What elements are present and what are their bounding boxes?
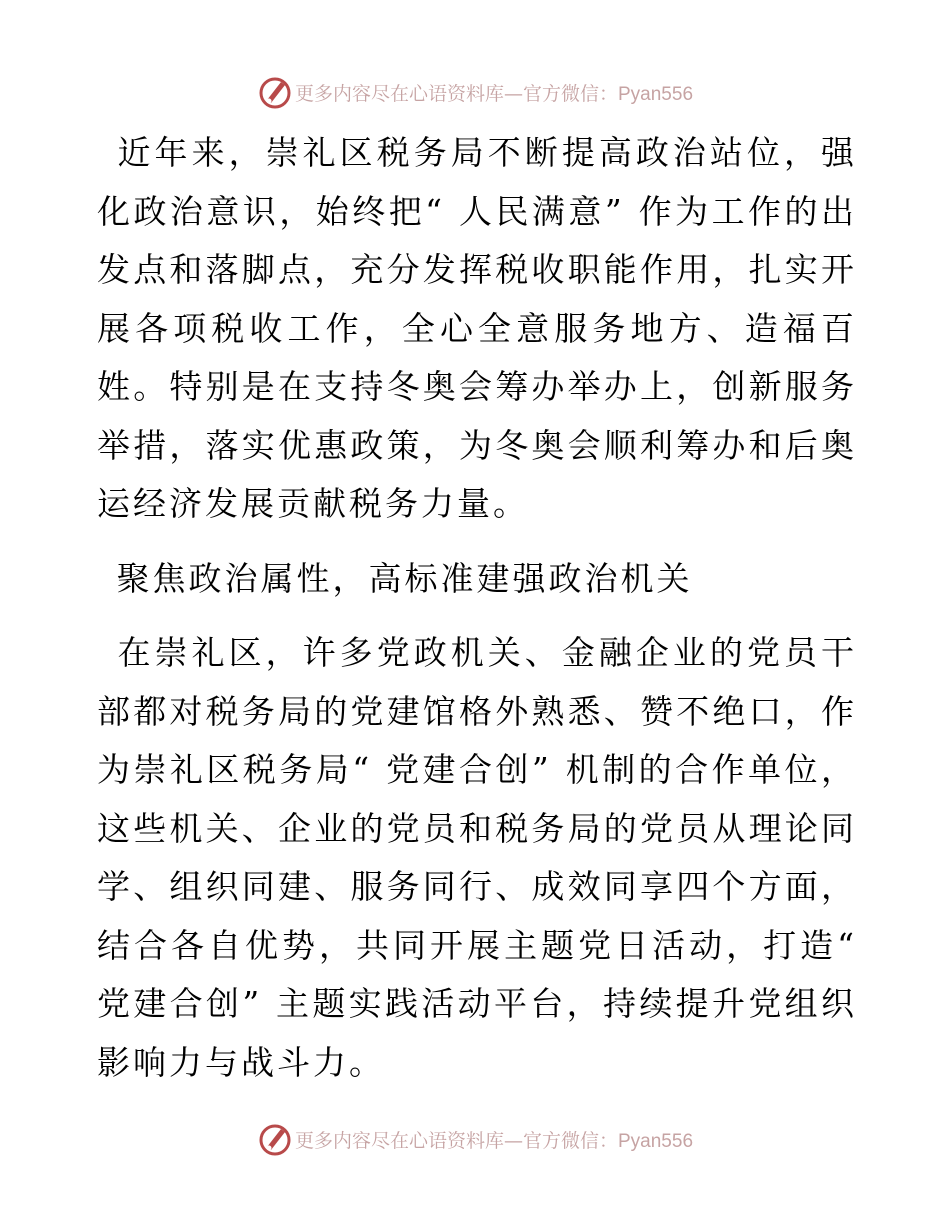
pen-logo-icon [257, 1121, 293, 1157]
watermark-text: 更多内容尽在心语资料库—官方微信：Pyan556 [294, 1129, 694, 1152]
section-heading: 聚焦政治属性，高标准建强政治机关 [116, 558, 693, 598]
watermark-text: 更多内容尽在心语资料库—官方微信：Pyan556 [294, 82, 694, 105]
paragraph-intro: 近年来，崇礼区税务局不断提高政治站位，强化政治意识，始终把“ 人民满意” 作为工作的出发点和落脚点，充分发挥税收职能作用，扎实开展各项税收工作，全心全意服务地方、造福百姓。特别是在支持冬奥会筹办举办上，创新服务举措，落实优惠政策，为冬奥会顺利筹办和后奥运经济发展贡献税务力量。 [97, 133, 857, 523]
pen-logo-icon [257, 74, 293, 110]
wechat-id: Pyan556 [618, 1130, 694, 1152]
paragraph-party-building: 在崇礼区，许多党政机关、金融企业的党员干部都对税务局的党建馆格外熟悉、赞不绝口，作为崇礼区税务局“ 党建合创” 机制的合作单位，这些机关、企业的党员和税务局的党员从理论同学、组织同建、服务同行、成效同享四个方面，结合各自优势，共同开展主题党日活动，打造“ 党建合创” 主题实践活动平台，持续提升党组织影响力与战斗力。 [97, 633, 857, 1082]
wechat-id: Pyan556 [618, 83, 694, 105]
footer-watermark-banner [0, 1119, 950, 1159]
header-watermark-banner [0, 72, 950, 112]
document-body [97, 124, 857, 1092]
